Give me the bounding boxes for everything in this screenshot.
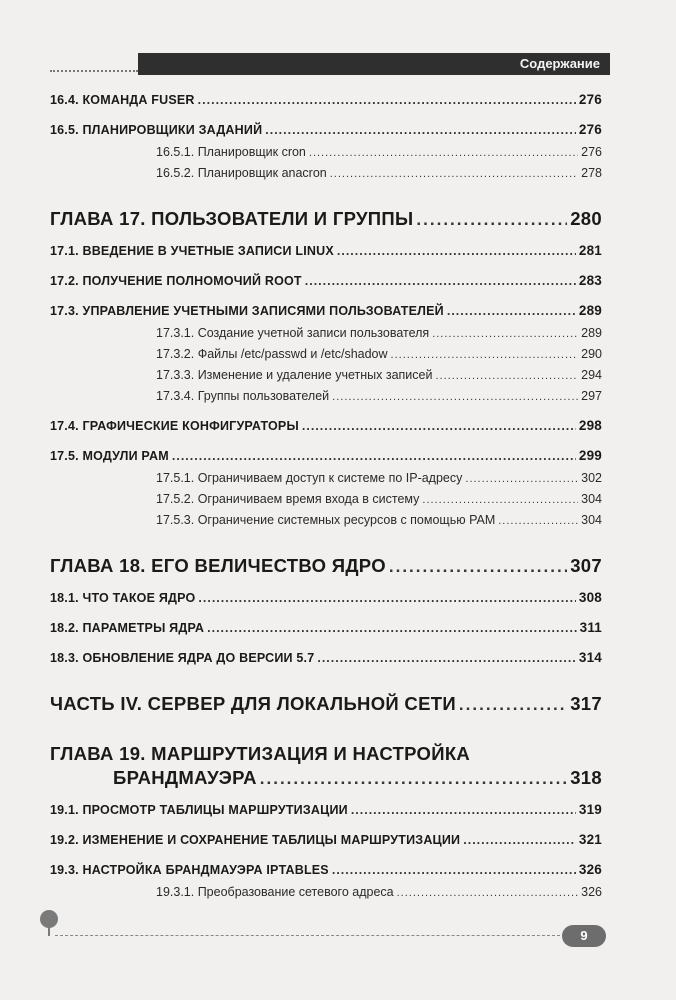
toc-page-number: 283: [578, 273, 602, 288]
toc-leader-dots: [265, 123, 576, 137]
toc-section-17-5: [50, 448, 602, 463]
toc-page-number: 290: [581, 347, 602, 361]
toc-label: 16.4. КОМАНДА FUSER: [50, 93, 195, 107]
toc-leader-dots: [351, 803, 576, 817]
toc-subsection-16-5-1: [156, 145, 602, 159]
toc-subsection-17-5-1: [156, 471, 602, 485]
toc-section-16-4: [50, 92, 602, 107]
toc-subsection-17-3-3: [156, 368, 602, 382]
toc-label: 16.5. ПЛАНИРОВЩИКИ ЗАДАНИЙ: [50, 123, 263, 137]
toc-subsection-17-5-3: [156, 513, 602, 527]
toc-label: 18.1. ЧТО ТАКОЕ ЯДРО: [50, 591, 196, 605]
toc-leader-dots: [465, 473, 578, 485]
toc-section-19-2: [50, 832, 602, 847]
toc-chapter-19-title-line1: ГЛАВА 19. МАРШРУТИЗАЦИЯ И НАСТРОЙКА: [50, 743, 471, 764]
toc-label: 18.2. ПАРАМЕТРЫ ЯДРА: [50, 621, 205, 635]
toc-page-number: 314: [578, 650, 602, 665]
toc-section-19-3: [50, 862, 602, 877]
toc-section-18-3: [50, 650, 602, 665]
toc-subsection-17-5-2: [156, 492, 602, 506]
toc-label: 17.3.4. Группы пользователей: [156, 389, 330, 403]
toc-section-17-1: [50, 243, 602, 258]
toc-leader-dots: [498, 515, 578, 527]
toc-leader-dots: [172, 449, 576, 463]
toc-label: 17.3.2. Файлы /etc/passwd и /etc/shadow: [156, 347, 388, 361]
toc-page-number: 307: [570, 555, 602, 576]
toc-section-17-3: [50, 303, 602, 318]
toc-label: 17.4. ГРАФИЧЕСКИЕ КОНФИГУРАТОРЫ: [50, 419, 299, 433]
toc-leader-dots: [432, 328, 578, 340]
toc-label: 17.5.2. Ограничиваем время входа в систему: [156, 492, 420, 506]
toc-page-number: 319: [578, 802, 602, 817]
toc-leader-dots: [332, 391, 578, 403]
toc-page-number: 289: [578, 303, 602, 318]
toc-page-number: 326: [578, 862, 602, 877]
toc-leader-dots: [332, 863, 576, 877]
toc-chapter-18: [50, 555, 602, 577]
toc-page-number: 281: [578, 243, 602, 258]
toc-page-number: 280: [570, 208, 602, 229]
toc-leader-dots: [305, 274, 576, 288]
toc-page-number: 311: [579, 620, 602, 635]
toc-page-number: 326: [581, 885, 602, 899]
toc-label: ГЛАВА 17. ПОЛЬЗОВАТЕЛИ И ГРУППЫ: [50, 208, 414, 229]
toc-label: 17.3.3. Изменение и удаление учетных записей: [156, 368, 433, 382]
toc-leader-dots: [422, 494, 578, 506]
page-number-badge: 9: [562, 925, 606, 947]
header-dotted-rule: [50, 70, 138, 72]
toc-section-18-2: [50, 620, 602, 635]
toc-label: 17.2. ПОЛУЧЕНИЕ ПОЛНОМОЧИЙ ROOT: [50, 274, 302, 288]
toc-leader-dots: [337, 244, 576, 258]
toc-subsection-17-3-2: [156, 347, 602, 361]
toc-label: 17.1. ВВЕДЕНИЕ В УЧЕТНЫЕ ЗАПИСИ LINUX: [50, 244, 334, 258]
toc-label: 19.2. ИЗМЕНЕНИЕ И СОХРАНЕНИЕ ТАБЛИЦЫ МАРШРУТИЗАЦИИ: [50, 833, 461, 847]
toc-leader-dots: [416, 210, 567, 230]
toc-label: 17.5.3. Ограничение системных ресурсов с помощью PAM: [156, 513, 496, 527]
toc-page-number: 276: [581, 145, 602, 159]
toc-page-number: 294: [581, 368, 602, 382]
toc-section-17-4: [50, 418, 602, 433]
toc-leader-dots: [309, 147, 578, 159]
toc-leader-dots: [330, 168, 578, 180]
toc-page-number: 276: [578, 92, 602, 107]
toc-leader-dots: [463, 833, 576, 847]
toc-part-4: [50, 693, 602, 715]
toc-label: ГЛАВА 18. ЕГО ВЕЛИЧЕСТВО ЯДРО: [50, 555, 386, 576]
toc-page-number: 276: [578, 122, 602, 137]
toc-label: 16.5.1. Планировщик cron: [156, 145, 306, 159]
toc-label: 17.5.1. Ограничиваем доступ к системе по IP-адресу: [156, 471, 463, 485]
toc-page-number: 304: [581, 492, 602, 506]
toc-page-number: 321: [578, 832, 602, 847]
toc-chapter-19: [113, 767, 602, 789]
toc-label: 17.3. УПРАВЛЕНИЕ УЧЕТНЫМИ ЗАПИСЯМИ ПОЛЬЗОВАТЕЛЕЙ: [50, 304, 444, 318]
toc-leader-dots: [459, 695, 567, 715]
toc-subsection-16-5-2: [156, 166, 602, 180]
toc-leader-dots: [447, 304, 576, 318]
section-header-bar: [138, 53, 610, 75]
toc-label: 18.3. ОБНОВЛЕНИЕ ЯДРА ДО ВЕРСИИ 5.7: [50, 651, 315, 665]
toc-label: 17.5. МОДУЛИ PAM: [50, 449, 169, 463]
section-title: Содержание: [519, 56, 600, 71]
toc-page-number: 318: [570, 767, 602, 788]
toc-leader-dots: [389, 557, 567, 577]
toc-subsection-17-3-1: [156, 326, 602, 340]
toc-label: 17.3.1. Создание учетной записи пользователя: [156, 326, 430, 340]
toc-page-number: 308: [578, 590, 602, 605]
toc-label: 19.3. НАСТРОЙКА БРАНДМАУЭРА IPTABLES: [50, 863, 329, 877]
toc-leader-dots: [435, 370, 578, 382]
toc-section-19-1: [50, 802, 602, 817]
toc-leader-dots: [391, 349, 579, 361]
toc-leader-dots: [317, 651, 576, 665]
toc-leader-dots: [260, 769, 567, 789]
footer-dashed-rule: [55, 935, 565, 936]
toc-leader-dots: [198, 93, 576, 107]
toc-page-number: 299: [578, 448, 602, 463]
toc-subsection-19-3-1: [156, 885, 602, 899]
toc-section-17-2: [50, 273, 602, 288]
footer-bullet-stem: [48, 926, 50, 936]
toc-page-number: 297: [581, 389, 602, 403]
toc-label: 19.1. ПРОСМОТР ТАБЛИЦЫ МАРШРУТИЗАЦИИ: [50, 803, 348, 817]
toc-label: 19.3.1. Преобразование сетевого адреса: [156, 885, 394, 899]
toc-leader-dots: [207, 621, 576, 635]
toc-leader-dots: [397, 887, 579, 899]
toc-page-number: 304: [581, 513, 602, 527]
toc-page-number: 289: [581, 326, 602, 340]
toc-label: БРАНДМАУЭРА: [113, 767, 257, 788]
toc-chapter-17: [50, 208, 602, 230]
toc-leader-dots: [198, 591, 575, 605]
toc-leader-dots: [302, 419, 576, 433]
toc-page-number: 317: [570, 693, 602, 714]
toc-subsection-17-3-4: [156, 389, 602, 403]
toc-page-number: 278: [581, 166, 602, 180]
toc-section-18-1: [50, 590, 602, 605]
toc-page-number: 298: [578, 418, 602, 433]
toc-label: ЧАСТЬ IV. СЕРВЕР ДЛЯ ЛОКАЛЬНОЙ СЕТИ: [50, 693, 456, 714]
toc-section-16-5: [50, 122, 602, 137]
toc-page-number: 302: [581, 471, 602, 485]
toc-label: 16.5.2. Планировщик anacron: [156, 166, 327, 180]
